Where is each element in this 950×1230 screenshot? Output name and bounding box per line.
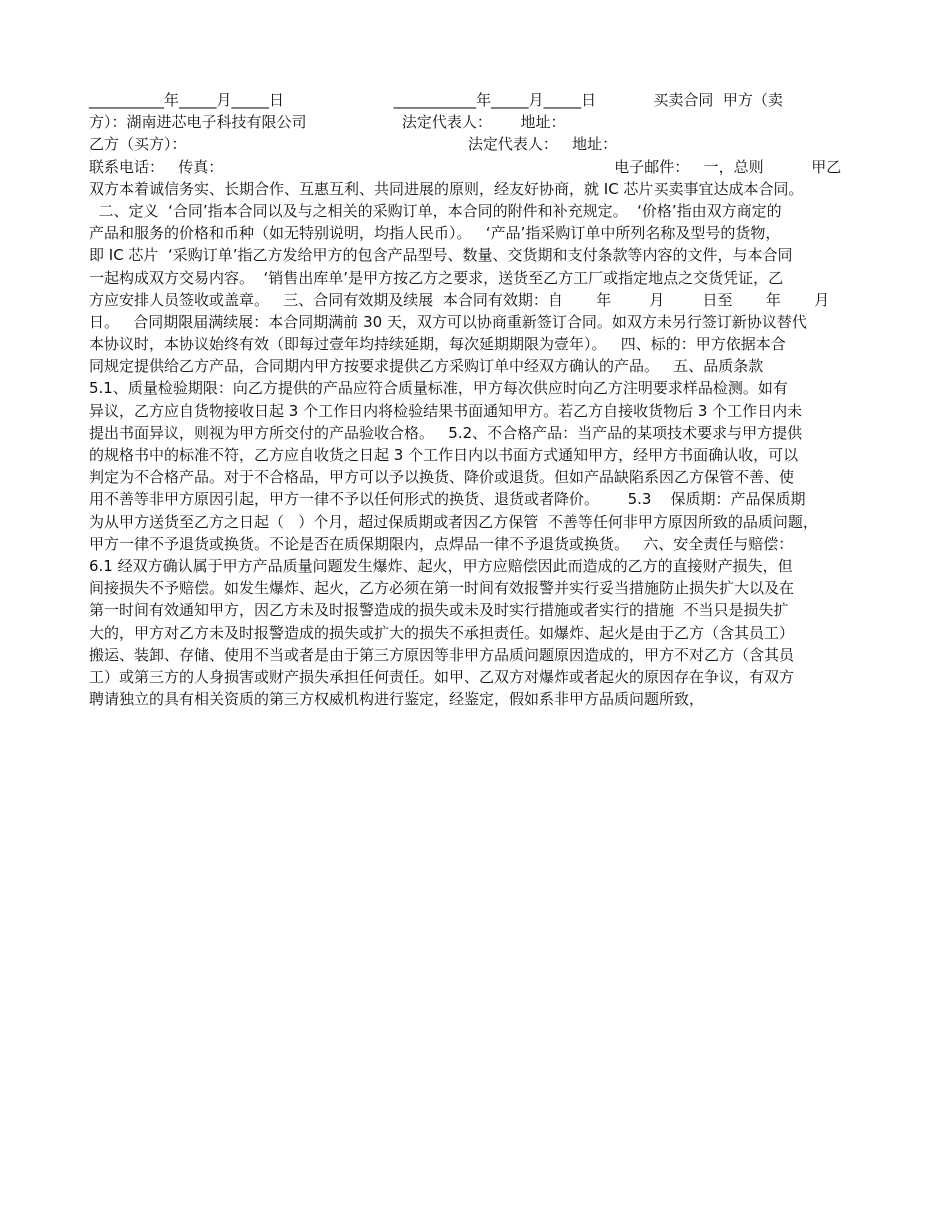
text-line: 联系电话： 传真： 电子邮件： 一，总则 甲乙	[89, 157, 842, 176]
text-line: 日。 合同期限届满续展：本合同期满前 30 天，双方可以协商重新签订合同。如双方未另行签订新协议替代	[89, 312, 807, 331]
text-line: 即 IC 芯片 ‘采购订单’指乙方发给甲方的包含产品型号、数量、交货期和支付条款等内容的文件，与本合同	[89, 246, 793, 265]
text-line: 一起构成双方交易内容。 ‘销售出库单’是甲方按乙方之要求，送货至乙方工厂或指定地点之交货凭证，乙	[89, 268, 784, 287]
text-line: 大的，甲方对乙方未及时报警造成的损失或扩大的损失不承担责任。如爆炸、起火是由于乙方（含其员工）	[89, 623, 795, 642]
text-line: __________年_____月_____日 ___________年_____月_____日 买卖合同 甲方（卖	[89, 91, 783, 109]
text-line: 第一时间有效通知甲方，因乙方未及时报警造成的损失或未及时实行措施或者实行的措施 不当只是损失扩	[89, 601, 789, 620]
text-line: 甲方一律不予退货或换货。不论是否在质保期限内，点焊品一律不予退货或换货。 六、安全责任与赔偿：	[89, 534, 794, 553]
text-line: 聘请独立的具有相关资质的第三方权威机构进行鉴定，经鉴定，假如系非甲方品质问题所致，	[89, 690, 705, 709]
text-line: 工）或第三方的人身损害或财产损失承担任何责任。如甲、乙双方对爆炸或者起火的原因存在争议，有双方	[89, 667, 795, 686]
text-line: 用不善等非甲方原因引起，甲方一律不予以任何形式的换货、退货或者降价。 5.3 保质期：产品保质期	[89, 490, 806, 509]
contract-text	[89, 89, 864, 710]
text-line: 搬运、装卸、存储、使用不当或者是由于第三方原因等非甲方品质问题原因造成的，甲方不对乙方（含其员	[89, 645, 795, 664]
text-line: 方应安排人员签收或盖章。 三、合同有效期及续展 本合同有效期：自 年 月 日至 年 月	[89, 290, 830, 309]
text-line: 5.1、质量检验期限：向乙方提供的产品应符合质量标准，甲方每次供应时向乙方注明要求样品检测。如有	[89, 379, 788, 398]
text-line: 乙方（买方）： 法定代表人： 地址：	[89, 135, 618, 154]
text-line: 产品和服务的价格和币种（如无特别说明，均指人民币）。 ‘产品’指采购订单中所列名称及型号的货物，	[89, 224, 781, 243]
text-line: 提出书面异议，则视为甲方所交付的产品验收合格。 5.2、不合格产品：当产品的某项技术要求与甲方提供	[89, 423, 803, 442]
text-line: 的规格书中的标准不符，乙方应自收货之日起 3 个工作日内以书面方式通知甲方，经甲方书面确认收，可以	[89, 446, 799, 464]
text-line: 间接损失不予赔偿。如发生爆炸、起火，乙方必须在第一时间有效报警并实行妥当措施防止损失扩大以及在	[89, 579, 795, 598]
text-line: 同规定提供给乙方产品，合同期内甲方按要求提供乙方采购订单中经双方确认的产品。 五、品质条款	[89, 357, 764, 376]
text-line: 6.1 经双方确认属于甲方产品质量问题发生爆炸、起火，甲方应赔偿因此而造成的乙方的直接财产损失，但	[89, 556, 793, 575]
text-line: 本协议时，本协议始终有效（即每过壹年均持续延期，每次延期期限为壹年）。 四、标的：甲方依据本合	[89, 335, 786, 354]
text-line: 判定为不合格产品。对于不合格品，甲方可以予以换货、降价或退货。但如产品缺陷系因乙方保管不善、使	[89, 468, 795, 487]
text-line: 为从甲方送货至乙方之日起（ ）个月，超过保质期或者因乙方保管 不善等任何非甲方原因所致的品质问题，	[89, 512, 818, 531]
text-line: 二、定义 ‘合同’指本合同以及与之相关的采购订单，本合同的附件和补充规定。 ‘价格’指由双方商定的	[89, 201, 782, 220]
text-line: 异议，乙方应自货物接收日起 3 个工作日内将检验结果书面通知甲方。若乙方自接收货物后 3 个工作日内未	[89, 401, 803, 420]
text-line: 方）：湖南进芯电子科技有限公司 法定代表人： 地址：	[89, 113, 566, 132]
text-line: 双方本着诚信务实、长期合作、互惠互利、共同进展的原则，经友好协商，就 IC 芯片买卖事宜达成本合同。	[89, 179, 804, 198]
